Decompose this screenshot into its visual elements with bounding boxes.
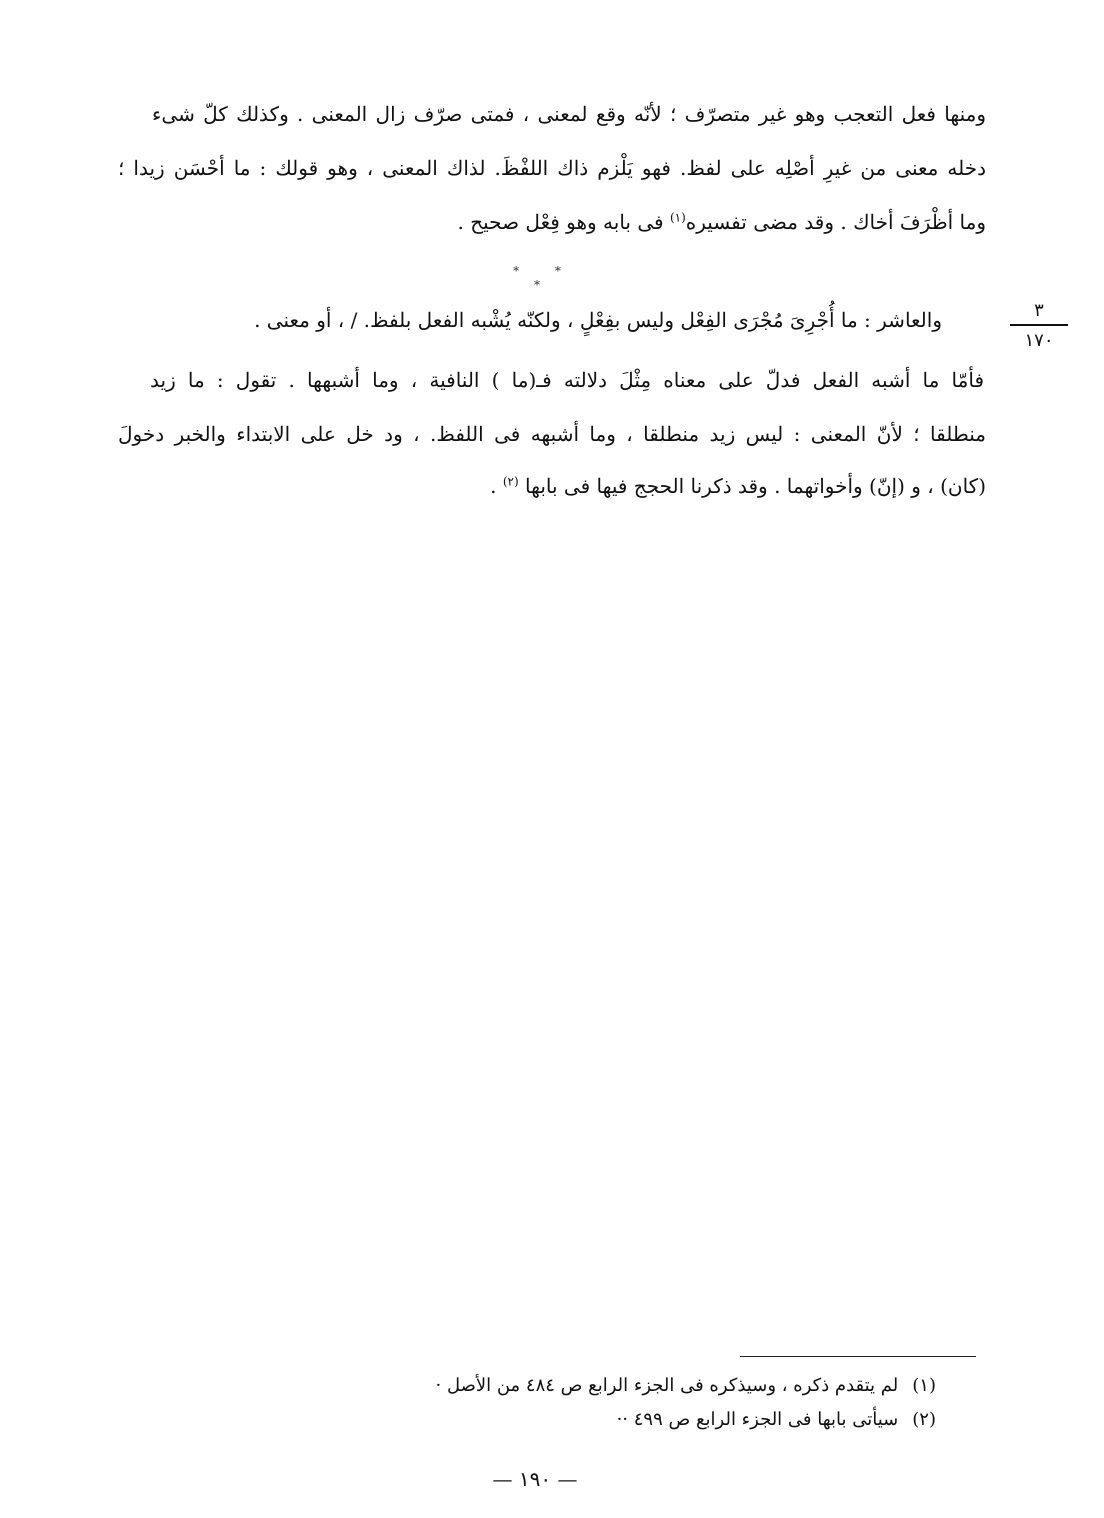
margin-reference-rule — [1010, 324, 1068, 326]
margin-reference-top: ٣ — [1034, 300, 1044, 321]
footnote-1-mark: (١) — [912, 1375, 936, 1396]
section-separator: * * * — [513, 264, 577, 292]
margin-reference-bottom: ١٧٠ — [1024, 330, 1054, 351]
page-number: — ١٩٠ — — [492, 1467, 578, 1491]
paragraph-3-line-1: فأمّا ما أشبه الفعل فدلّ على معناه مِثْلَ دلالته فـ(ما ) النافية ، وما أشبهها . تقول : ما زيد — [150, 368, 985, 392]
footnote-divider — [740, 1356, 976, 1357]
footnote-2-text: سيأتى بابها فى الجزء الرابع ص ٤٩٩ ·· — [616, 1409, 899, 1430]
footnote-1-text: لم يتقدم ذكره ، وسيذكره فى الجزء الرابع ص ٤٨٤ من الأصل · — [435, 1375, 899, 1396]
margin-reference — [1010, 300, 1068, 352]
footnote-ref-2: (٢) — [502, 474, 519, 489]
paragraph-3-line-3-tail: . — [490, 474, 503, 498]
footnote-ref-1: (١) — [669, 210, 686, 225]
paragraph-3-line-3 — [118, 472, 986, 500]
footnote-2-mark: (٢) — [912, 1409, 936, 1430]
paragraph-3-line-2: منطلقا ؛ لأنّ المعنى : ليس زيد منطلقا ، وما أشبهه فى اللفظ. ، ود خل على الابتداء والخبر دخولَ — [118, 422, 986, 446]
paragraph-1-line-3-tail: فى بابه وهو فِعْل صحيح . — [457, 210, 670, 234]
footnote-1 — [436, 1374, 937, 1398]
footnote-2 — [617, 1408, 936, 1432]
paragraph-1-line-3-text: وما أظْرَفَ أخاك . وقد مضى تفسيره — [685, 210, 986, 234]
paragraph-1-line-1: ومنها فعل التعجب وهو غير متصرّف ؛ لأنّه وقع لمعنى ، فمتى صرّف زال المعنى . وكذلك كلّ شىء — [152, 102, 986, 126]
paragraph-2-line-1: والعاشر : ما أُجْرِىَ مُجْرَى الفِعْل وليس بفِعْلٍ ، ولكنّه يُشْبه الفعل بلفظ. / ، أو معنى . — [254, 308, 942, 332]
paragraph-1-line-2: دخله معنى من غيرِ أصْلِه على لفظ. فهو يَلْزم ذاك اللفْظَ. لذاك المعنى ، وهو قولك : ما أحْسَن زيدا ؛ — [118, 156, 986, 180]
paragraph-1-line-3 — [186, 208, 986, 236]
paragraph-3-line-3-text: (كان) ، و (إنّ) وأخواتهما . وقد ذكرنا الحجج فيها فى بابها — [518, 474, 986, 498]
